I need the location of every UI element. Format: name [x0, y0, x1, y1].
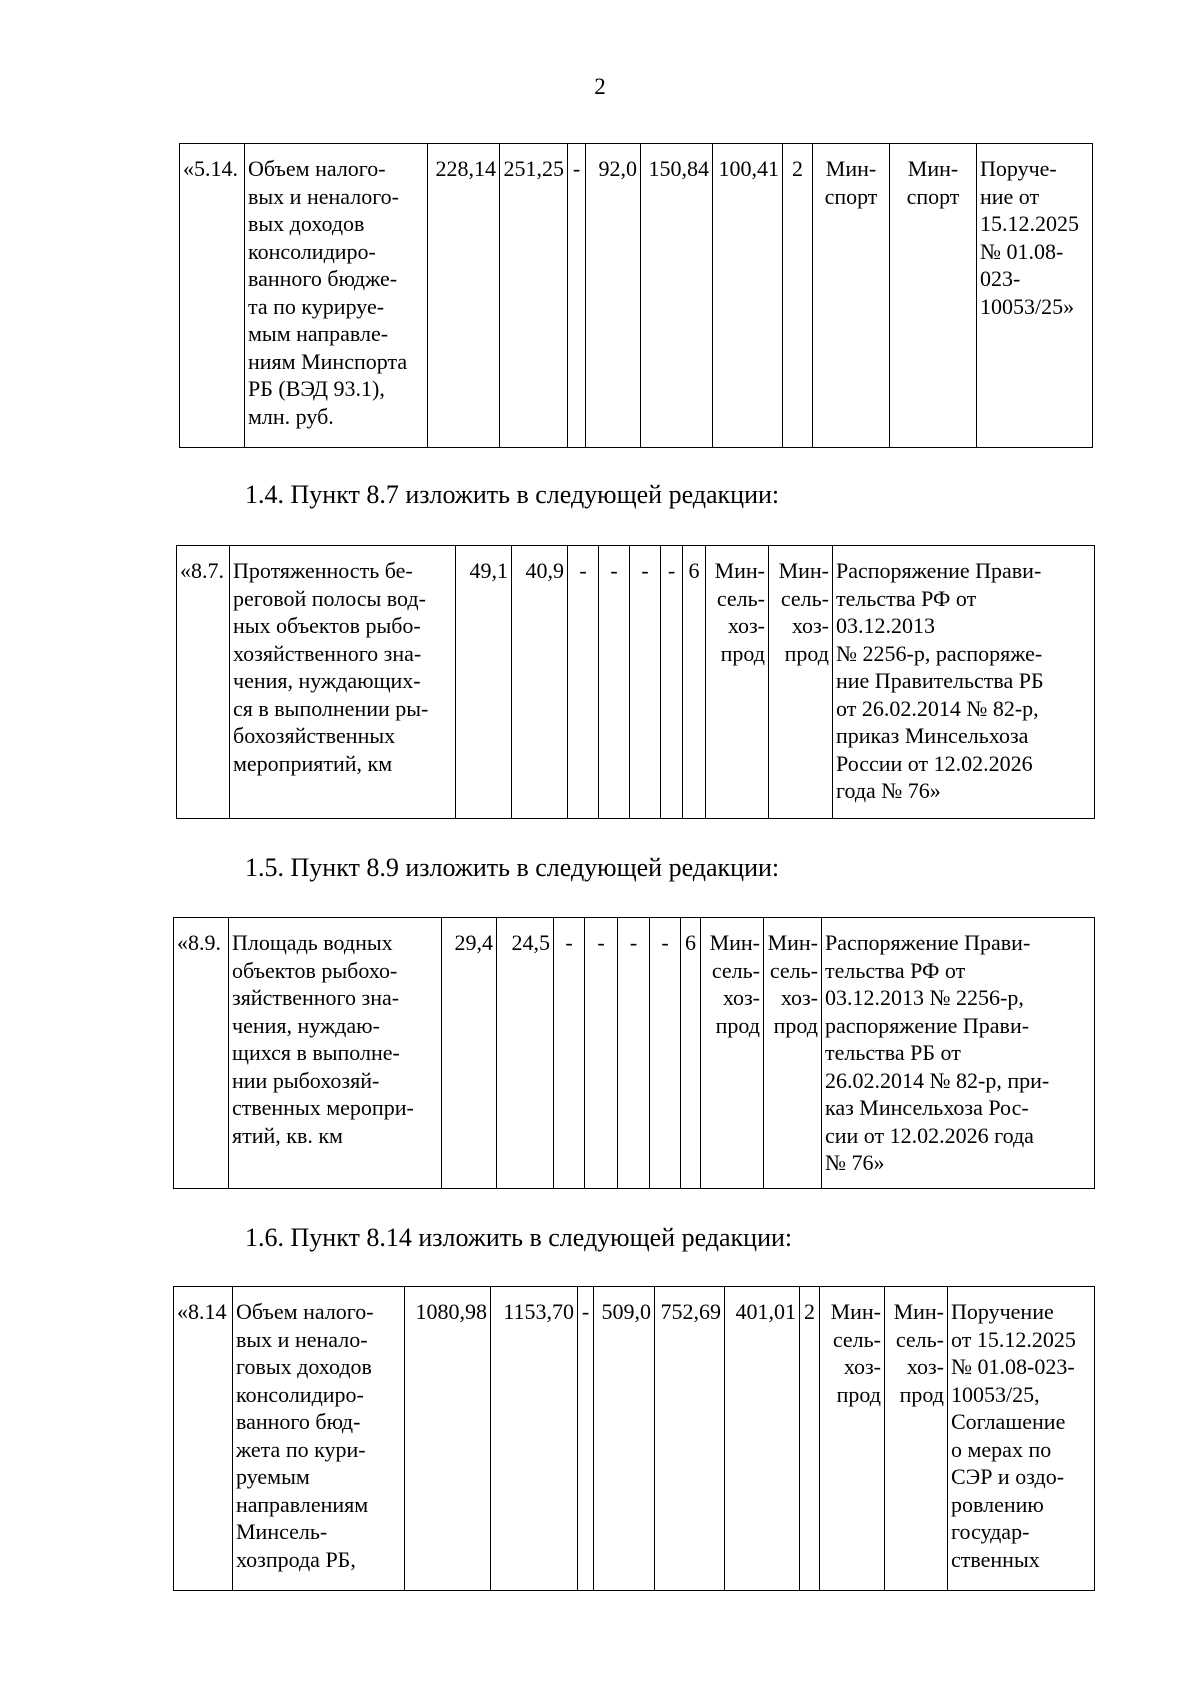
indicator-name-line: ятий, кв. км [232, 1122, 343, 1148]
value-cell: 24,5 [497, 918, 554, 1189]
paragraph-heading: 1.4. Пункт 8.7 изложить в следующей редакции: [245, 480, 780, 509]
basis-cell [977, 144, 1093, 448]
basis-line: каз Минсельхоза Рос- [825, 1095, 1029, 1120]
responsible-line: сель- [769, 957, 818, 983]
indicator-name-line: чения, нуждаю- [232, 1012, 380, 1038]
responsible-line: сель- [780, 585, 829, 611]
basis-line: года № 76» [836, 778, 941, 803]
responsible-line: хоз- [843, 1354, 881, 1379]
basis-line: 03.12.2013 № 2256-р, [825, 985, 1024, 1010]
value-cell: 251,25 [500, 144, 568, 448]
indicator-name-line: ванного бюдже- [248, 266, 398, 291]
page-number: 2 [594, 74, 606, 99]
responsible-line: прод [720, 640, 765, 666]
responsible-line: Мин- [907, 156, 959, 181]
responsible-cell [769, 546, 833, 819]
indicator-name-line: чения, нуждающих- [233, 668, 421, 693]
basis-line: № 2256-р, распоряже- [836, 640, 1043, 666]
basis-line: тельства РБ от [825, 1040, 961, 1065]
responsible-line: Мин- [709, 930, 760, 955]
basis-line: о мерах по [951, 1436, 1052, 1462]
indicator-name-line: млн. руб. [248, 403, 334, 429]
basis-line: 15.12.2025 [980, 211, 1079, 236]
basis-line: 26.02.2014 № 82-р, при- [825, 1067, 1050, 1093]
responsible-line: спорт [906, 183, 960, 209]
basis-cell [833, 546, 1095, 819]
basis-line: распоряжение Прави- [825, 1012, 1030, 1038]
indicator-name [233, 1287, 405, 1591]
basis-line: 03.12.2013 [836, 613, 935, 638]
indicator-name-line: ванного бюд- [236, 1409, 361, 1434]
basis-line: 023- [980, 266, 1021, 291]
basis-line: тельства РФ от [825, 957, 966, 983]
indicator-name-line: консолидиро- [248, 238, 376, 264]
value-cell: 40,9 [512, 546, 568, 819]
basis-line: № 01.08- [980, 238, 1064, 264]
table-row [180, 144, 1093, 448]
basis-line: Поруче- [980, 156, 1057, 181]
basis-line: № 76» [825, 1150, 885, 1175]
item-number: «8.14 [174, 1287, 233, 1591]
indicator-name-line: вых и неналого- [248, 183, 399, 209]
value-cell: - [650, 918, 681, 1189]
indicator-name [229, 918, 442, 1189]
basis-line: от 26.02.2014 № 82-р, [836, 695, 1039, 721]
responsible-line: хоз- [780, 985, 818, 1010]
responsible-line: прод [899, 1381, 944, 1407]
responsible-line: Мин- [714, 558, 765, 583]
basis-line: Поручение [951, 1299, 1054, 1324]
basis-line: Распоряжение Прави- [825, 930, 1031, 955]
indicator-name-line: говых доходов [236, 1354, 372, 1379]
responsible-line: Мин- [830, 1299, 881, 1324]
value-cell: - [661, 546, 683, 819]
value-cell: - [630, 546, 661, 819]
value-cell: 1153,70 [491, 1287, 578, 1591]
code-cell: 6 [683, 546, 706, 819]
table-row [174, 918, 1095, 1189]
indicator-name-line: реговой полосы вод- [233, 585, 426, 611]
responsible-line: Мин- [893, 1299, 944, 1324]
indicator-name-line: консолидиро- [236, 1381, 364, 1407]
basis-line: СЭР и оздо- [951, 1464, 1065, 1489]
indicator-name-line: руемым [236, 1464, 310, 1489]
responsible-line: хоз- [791, 613, 829, 638]
indicator-name-line: нии рыбохозяй- [232, 1067, 380, 1093]
indicator-name-line: хозпрода РБ, [236, 1546, 356, 1572]
basis-line: тельства РФ от [836, 585, 977, 611]
item-number: «8.7. [177, 546, 230, 819]
table-item-8-14 [173, 1286, 1095, 1591]
indicator-name-line: ниям Минспорта [248, 348, 408, 374]
responsible-line: хоз- [727, 613, 765, 638]
responsible-cell [701, 918, 764, 1189]
indicator-name-line: жета по кури- [236, 1436, 366, 1462]
table-item-8-9 [173, 917, 1095, 1189]
basis-line: ние от [980, 183, 1040, 209]
code-cell: 2 [800, 1287, 820, 1591]
responsible-line: Мин- [825, 156, 877, 181]
indicator-name-line: Площадь водных [232, 930, 393, 955]
indicator-name-line: ственных меропри- [232, 1095, 414, 1120]
indicator-name-line: ся в выполнении ры- [233, 695, 429, 721]
basis-line: сии от 12.02.2026 года [825, 1122, 1034, 1148]
value-cell: 92,0 [586, 144, 641, 448]
value-cell: - [585, 918, 618, 1189]
indicator-name-line: вых доходов [248, 211, 365, 236]
paragraph-heading: 1.5. Пункт 8.9 изложить в следующей редакции: [245, 853, 780, 882]
indicator-name-line: направлениям [236, 1491, 369, 1517]
indicator-name-line: мероприятий, км [233, 750, 393, 776]
indicator-name-line: зяйственного зна- [232, 985, 400, 1010]
indicator-name-line: РБ (ВЭД 93.1), [248, 376, 385, 401]
basis-line: № 01.08-023- [951, 1354, 1075, 1379]
table-item-5-14 [179, 143, 1093, 448]
value-cell: 752,69 [655, 1287, 725, 1591]
value-cell: 49,1 [456, 546, 512, 819]
table-row [177, 546, 1095, 819]
indicator-name-line: мым направле- [248, 321, 389, 346]
indicator-name-line: Объем налого- [248, 156, 386, 181]
basis-line: ровлению [951, 1491, 1044, 1517]
value-cell: 150,84 [641, 144, 713, 448]
value-cell: - [554, 918, 585, 1189]
responsible-line: прод [715, 1012, 760, 1038]
basis-line: государ- [951, 1519, 1030, 1544]
responsible-cell [890, 144, 977, 448]
responsible-cell [764, 918, 822, 1189]
indicator-name-line: та по курируе- [248, 293, 385, 319]
responsible-cell [885, 1287, 948, 1591]
basis-line: 10053/25» [980, 293, 1075, 319]
responsible-line: хоз- [722, 985, 760, 1010]
responsible-line: прод [784, 640, 829, 666]
indicator-name-line: Минсель- [236, 1519, 328, 1544]
responsible-line: спорт [824, 183, 878, 209]
value-cell: 228,14 [428, 144, 500, 448]
value-cell: - [568, 144, 586, 448]
indicator-name-line: хозяйственного зна- [233, 640, 422, 666]
responsible-line: прод [836, 1381, 881, 1407]
value-cell: - [618, 918, 650, 1189]
indicator-name [245, 144, 428, 448]
basis-line: ние Правительства РБ [836, 668, 1044, 693]
value-cell: - [568, 546, 599, 819]
basis-line: ственных [951, 1546, 1040, 1572]
indicator-name-line: вых и ненало- [236, 1326, 368, 1352]
value-cell: 401,01 [725, 1287, 800, 1591]
paragraph-heading: 1.6. Пункт 8.14 изложить в следующей редакции: [245, 1223, 793, 1252]
indicator-name-line: Протяженность бе- [233, 558, 413, 583]
indicator-name-line: Объем налого- [236, 1299, 374, 1324]
value-cell: - [599, 546, 630, 819]
value-cell: 29,4 [442, 918, 497, 1189]
responsible-cell [813, 144, 890, 448]
basis-line: 10053/25, [951, 1381, 1040, 1407]
responsible-line: сель- [711, 957, 760, 983]
basis-cell [822, 918, 1095, 1189]
responsible-cell [820, 1287, 885, 1591]
value-cell: - [578, 1287, 594, 1591]
code-cell: 6 [681, 918, 701, 1189]
item-number: «8.9. [174, 918, 229, 1189]
indicator-name-line: объектов рыбохо- [232, 957, 398, 983]
indicator-name-line: щихся в выполне- [232, 1040, 400, 1065]
value-cell: 100,41 [713, 144, 783, 448]
basis-line: Соглашение [951, 1409, 1066, 1434]
basis-line: от 15.12.2025 [951, 1326, 1076, 1352]
basis-line: России от 12.02.2026 [836, 750, 1033, 776]
responsible-line: сель- [832, 1326, 881, 1352]
responsible-line: сель- [716, 585, 765, 611]
value-cell: 509,0 [594, 1287, 655, 1591]
code-cell: 2 [783, 144, 813, 448]
item-number: «5.14. [180, 144, 245, 448]
responsible-line: хоз- [906, 1354, 944, 1379]
basis-cell [948, 1287, 1095, 1591]
value-cell: 1080,98 [405, 1287, 491, 1591]
responsible-line: сель- [895, 1326, 944, 1352]
table-row [174, 1287, 1095, 1591]
basis-line: приказ Минсельхоза [836, 723, 1029, 748]
indicator-name-line: ных объектов рыбо- [233, 613, 421, 638]
indicator-name-line: бохозяйственных [233, 723, 396, 748]
responsible-cell [706, 546, 769, 819]
table-item-8-7 [176, 545, 1095, 819]
indicator-name [230, 546, 456, 819]
responsible-line: прод [773, 1012, 818, 1038]
basis-line: Распоряжение Прави- [836, 558, 1042, 583]
responsible-line: Мин- [778, 558, 829, 583]
responsible-line: Мин- [767, 930, 818, 955]
